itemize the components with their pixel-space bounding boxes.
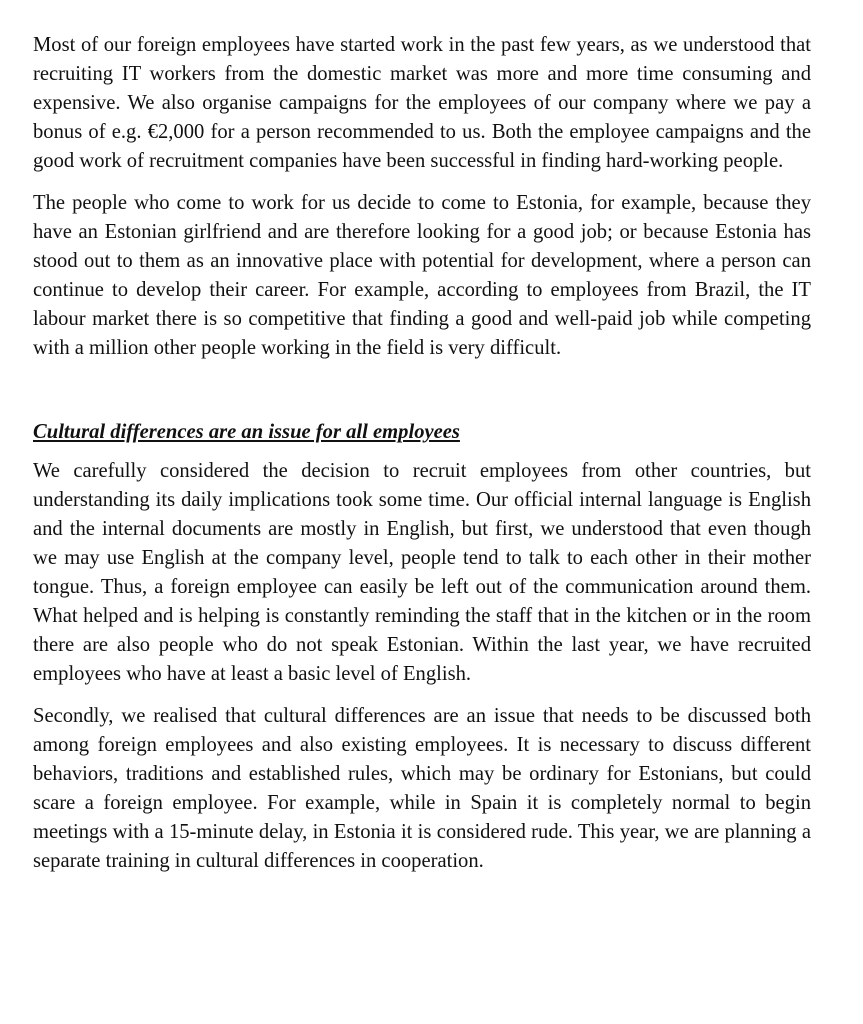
paragraph-motivations: The people who come to work for us decide to come to Estonia, for example, because they have an Estonian girlfriend and are therefore looking for a good job; or because Estonia has stood out to them as an innovative place with potential for development, where a person can continue to develop their career. For example, according to employees from Brazil, the IT labour market there is so competitive that finding a good and well-paid job while competing with a million other people working in the field is very difficult.: [33, 192, 811, 359]
section-heading: Cultural differences are an issue for all employees: [33, 421, 460, 443]
document-page: [33, 31, 811, 876]
paragraph-cultural-differences: Secondly, we realised that cultural differences are an issue that needs to be discussed both among foreign employees and also existing employees. It is necessary to discuss different behaviors, traditions and established rules, which may be ordinary for Estonians, but could scare a foreign employee. For example, while in Spain it is completely normal to begin meetings with a 15-minute delay, in Estonia it is considered rude. This year, we are planning a separate training in cultural differences in cooperation.: [33, 705, 811, 872]
paragraph-recruitment: Most of our foreign employees have started work in the past few years, as we understood that recruiting IT workers from the domestic market was more and more time consuming and expensive. We also organise campaigns for the employees of our company where we pay a bonus of e.g. €2,000 for a person recommended to us. Both the employee campaigns and the good work of recruitment companies have been successful in finding hard-working people.: [33, 34, 811, 172]
paragraph-language: We carefully considered the decision to recruit employees from other countries, but understanding its daily implications took some time. Our official internal language is English and the internal documents are mostly in English, but first, we understood that even though we may use English at the company level, people tend to talk to each other in their mother tongue. Thus, a foreign employee can easily be left out of the communication around them. What helped and is helping is constantly reminding the staff that in the kitchen or in the room there are also people who do not speak Estonian. Within the last year, we have recruited employees who have at least a basic level of English.: [33, 460, 811, 685]
